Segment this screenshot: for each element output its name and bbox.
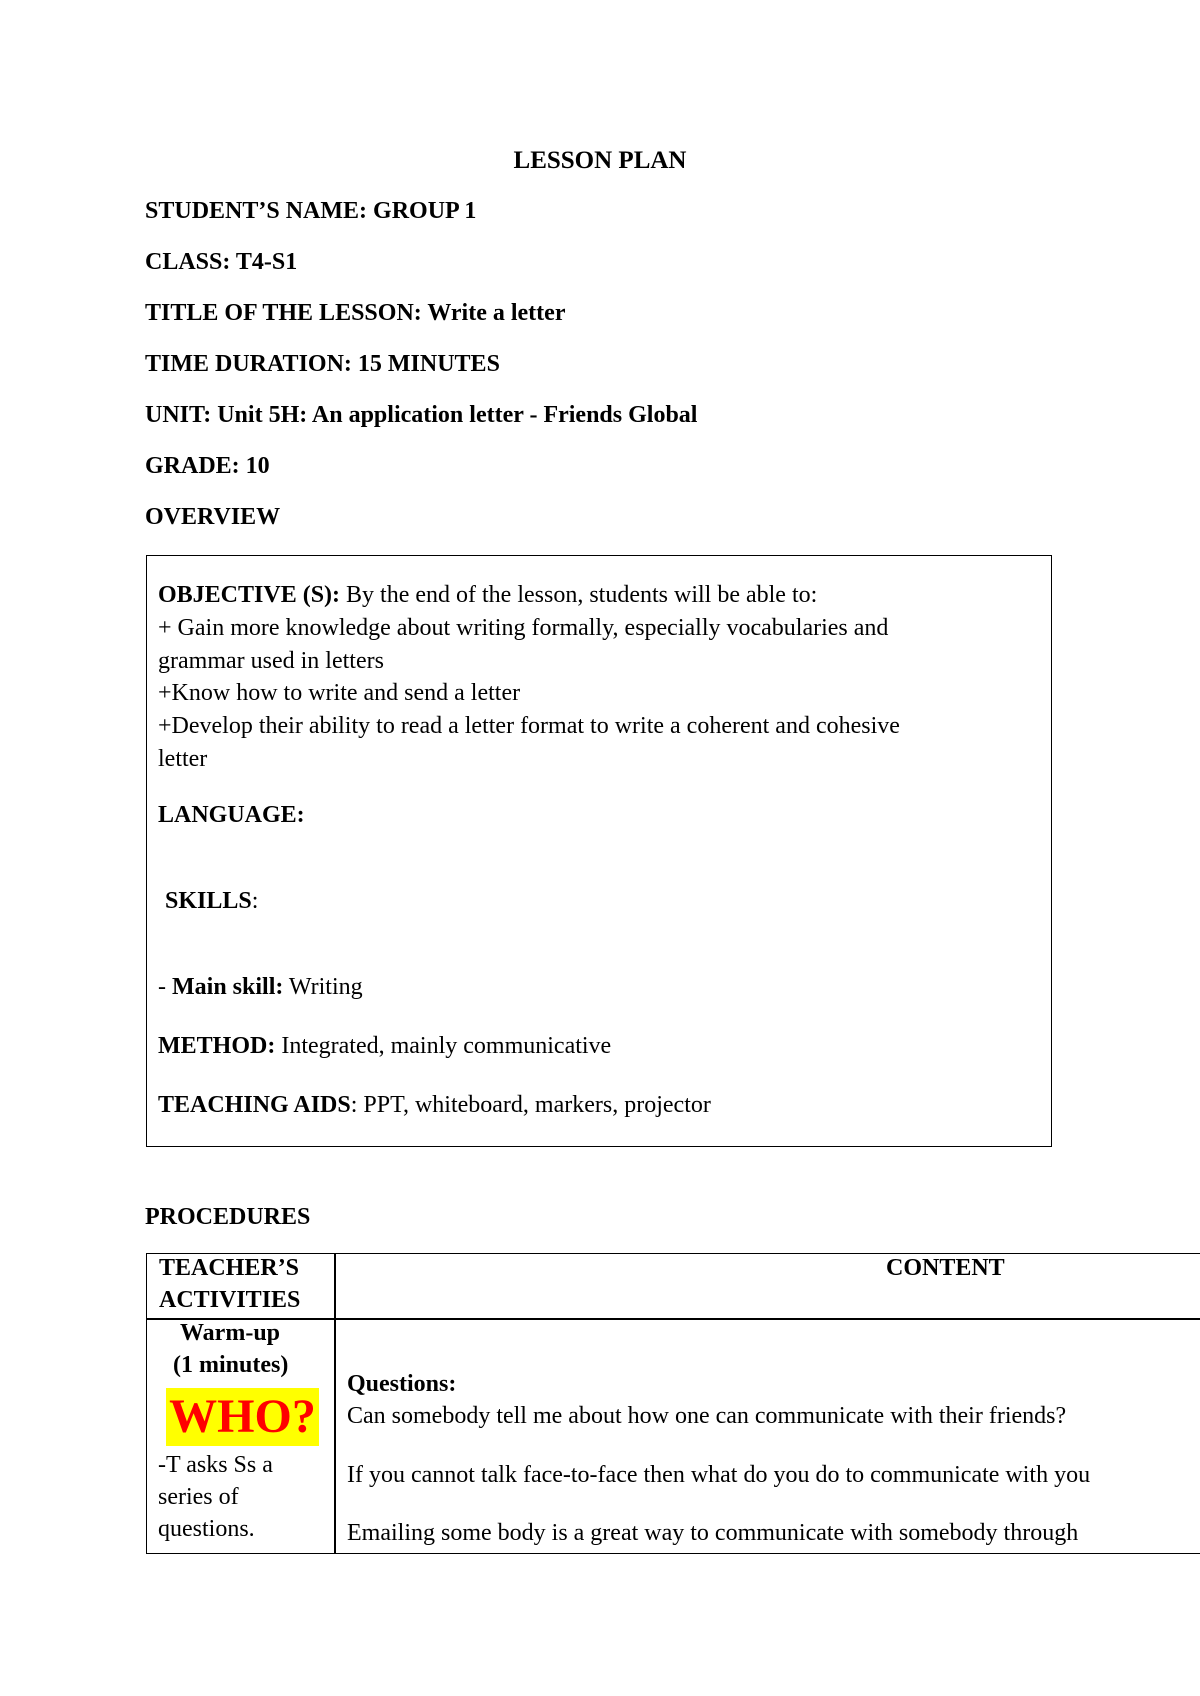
header-teacher-line1: TEACHER’S <box>159 1255 300 1281</box>
objective-label: OBJECTIVE (S): <box>158 582 341 608</box>
page-title: LESSON PLAN <box>513 147 687 174</box>
procedures-heading: PROCEDURES <box>145 1204 311 1230</box>
lesson-title: TITLE OF THE LESSON: Write a letter <box>145 300 566 326</box>
method-label: METHOD: <box>158 1033 276 1059</box>
objective-item-1b: grammar used in letters <box>158 648 384 674</box>
teaching-aids-value: : PPT, whiteboard, markers, projector <box>350 1092 711 1118</box>
question-3: Emailing some body is a great way to communicate with somebody through <box>347 1520 1079 1546</box>
main-skill-label: Main skill: <box>172 974 284 1000</box>
objective-item-3a: +Develop their ability to read a letter format to write a coherent and cohesive <box>158 713 900 739</box>
main-skill-line: - Main skill: Writing <box>158 974 363 1000</box>
language-label: LANGUAGE: <box>158 802 305 828</box>
overview-box <box>146 555 1052 1147</box>
question-2: If you cannot talk face-to-face then what do you do to communicate with you <box>347 1462 1091 1488</box>
students-name: STUDENT’S NAME: GROUP 1 <box>145 198 477 224</box>
teacher-note-line3: questions. <box>158 1516 255 1542</box>
stage-duration: (1 minutes) <box>173 1352 289 1378</box>
skills-label: SKILLS <box>165 888 252 914</box>
teaching-aids-label: TEACHING AIDS <box>158 1092 351 1118</box>
objective-item-2: +Know how to write and send a letter <box>158 680 521 706</box>
objective-text: By the end of the lesson, students will be able to: <box>340 582 818 608</box>
stage-name: Warm-up <box>180 1320 281 1346</box>
content-cell <box>336 1320 1200 1553</box>
method-line <box>158 1033 611 1060</box>
class-line: CLASS: T4-S1 <box>145 249 298 275</box>
teacher-note-line2: series of <box>158 1484 239 1510</box>
objective-line <box>158 582 817 609</box>
method-value: Integrated, mainly communicative <box>275 1033 612 1059</box>
question-1: Can somebody tell me about how one can communicate with their friends? <box>347 1403 1067 1429</box>
teaching-aids-line <box>158 1092 711 1119</box>
skills-line: SKILLS: <box>165 888 259 914</box>
unit-line: UNIT: Unit 5H: An application letter - Friends Global <box>145 402 698 428</box>
teacher-note-line1: -T asks Ss a <box>158 1452 273 1478</box>
main-skill-value: Writing <box>283 974 363 1000</box>
questions-label: Questions: <box>347 1371 457 1397</box>
overview-label: OVERVIEW <box>145 504 281 530</box>
grade-line: GRADE: 10 <box>145 453 270 479</box>
objective-item-3b: letter <box>158 746 208 772</box>
time-duration: TIME DURATION: 15 MINUTES <box>145 351 500 377</box>
objective-item-1a: + Gain more knowledge about writing formally, especially vocabularies and <box>158 615 889 641</box>
header-teacher-line2: ACTIVITIES <box>159 1287 301 1313</box>
procedures-table <box>146 1253 1200 1554</box>
header-content: CONTENT <box>886 1255 1005 1281</box>
who-badge: WHO? <box>166 1388 319 1446</box>
